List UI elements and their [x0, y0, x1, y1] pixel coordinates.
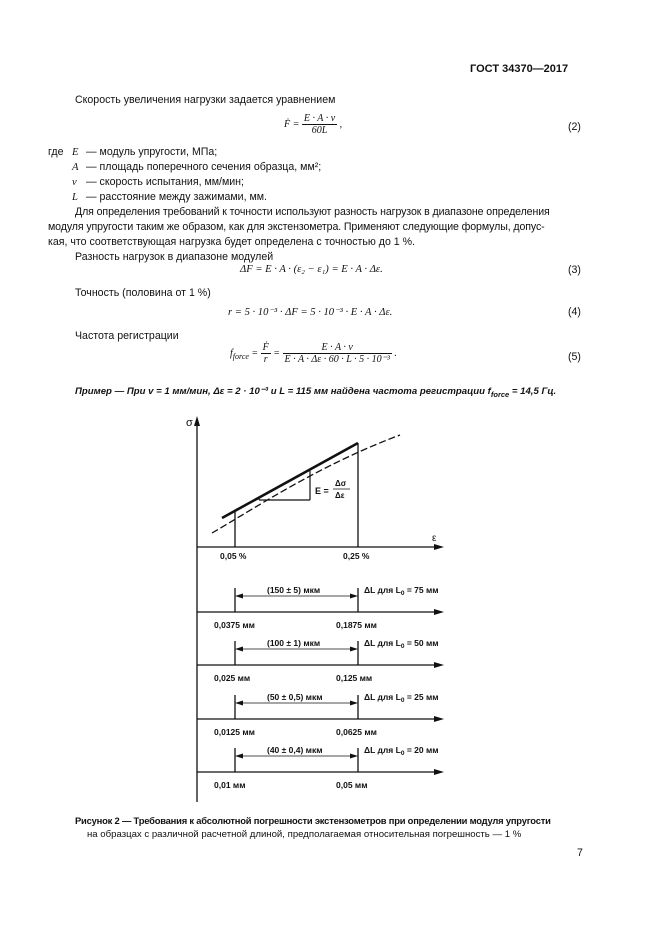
def-row-v [72, 175, 244, 190]
row-arrow-3 [434, 716, 444, 722]
def-text: — скорость испытания, мм/мин; [86, 176, 244, 188]
example-tail: = 14,5 Гц. [509, 386, 557, 397]
figure-caption-line-2: на образцах с различной расчетной длиной, предполагаемая относительная погрешность — 1 % [87, 829, 522, 840]
row-2-dim-arrow-left [235, 647, 243, 652]
row-4-delta-label: ΔL для $L_0 = 20$ мм [364, 745, 439, 757]
stress-strain-curve [212, 435, 400, 533]
figure-2 [0, 410, 661, 810]
row-1-delta-label: ΔL для $L_0 = 75$ мм [364, 585, 439, 597]
row-1-left-value: 0,0375 мм [214, 620, 255, 630]
eq5-f2-denominator: E · A · Δε · 60 · L · 5 · 10⁻³ [284, 354, 390, 365]
example-subscript: force [490, 389, 510, 399]
diff-intro: Разность нагрузок в диапазоне модулей [75, 251, 274, 263]
intro-text: Скорость увеличения нагрузки задается уравнением [75, 94, 336, 106]
eq5-f2-numerator: E · A · v [283, 342, 392, 354]
def-text: — площадь поперечного сечения образца, мм²; [86, 161, 322, 173]
paragraph-line-1: Для определения требований к точности используют разность нагрузок в диапазоне определения [75, 206, 550, 218]
tick-label-0-05: 0,05 % [220, 551, 247, 561]
def-symbol: v [72, 177, 77, 188]
frequency-intro: Частота регистрации [75, 330, 179, 342]
eq5-fraction-1 [261, 342, 271, 365]
figure-caption-line-1: Рисунок 2 — Требования к абсолютной погрешности экстензометров при определении модуля упругости [75, 815, 551, 826]
def-row-L [72, 190, 267, 205]
equation-5 [230, 342, 397, 365]
eq5-tail: . [394, 347, 397, 359]
def-text: — модуль упругости, МПа; [86, 146, 218, 158]
def-row-A [72, 160, 321, 175]
row-1-dim-arrow-left [235, 594, 243, 599]
sigma-label: σ [186, 417, 193, 429]
def-symbol: A [72, 162, 79, 173]
eq5-f1-numerator: Ḟ [262, 342, 269, 353]
row-2-delta-label: ΔL для $L_0 = 50$ мм [364, 638, 439, 650]
row-3-delta-label: ΔL для $L_0 = 25$ мм [364, 692, 439, 704]
eq2-fraction [302, 113, 337, 136]
eq5-equals-2: = [273, 347, 281, 359]
modulus-label: E = [315, 486, 329, 496]
def-row-E [72, 145, 217, 160]
page-number: 7 [577, 847, 583, 859]
eq5-lhs: f [230, 347, 233, 359]
accuracy-intro: Точность (половина от 1 %) [75, 287, 211, 299]
equation-4: r = 5 · 10⁻³ · ΔF = 5 · 10⁻³ · E · A · Δε. [228, 307, 393, 318]
equation-2 [284, 113, 342, 136]
def-text: — расстояние между зажимами, мм. [86, 191, 267, 203]
eq5-equals: = [251, 347, 259, 359]
row-1-right-value: 0,1875 мм [336, 620, 377, 630]
eq2-denominator: 60L [311, 125, 328, 136]
row-4-left-value: 0,01 мм [214, 780, 246, 790]
row-3-right-value: 0,0625 мм [336, 727, 377, 737]
row-1-dim-arrow-right [350, 594, 358, 599]
row-3-dim-arrow-left [235, 701, 243, 706]
row-4-range: (40 ± 0,4) мкм [267, 745, 323, 755]
tick-label-0-25: 0,25 % [343, 551, 370, 561]
row-2-left-value: 0,025 мм [214, 673, 251, 683]
eq5-lhs-subscript: force [232, 351, 249, 361]
row-arrow-2 [434, 662, 444, 668]
row-3-range: (50 ± 0,5) мкм [267, 692, 323, 702]
document-id: ГОСТ 34370—2017 [470, 63, 569, 75]
paragraph-line-3: кая, что соответствующая нагрузка будет определена с точностью до 1 %. [48, 236, 415, 248]
where-word: где [48, 146, 64, 158]
modulus-numerator: Δσ [335, 479, 347, 488]
eq5-f1-denominator: r [263, 354, 268, 365]
row-2-range: (100 ± 1) мкм [267, 638, 321, 648]
eq2-tail: , [339, 118, 343, 130]
equation-5-number: (5) [568, 351, 581, 363]
eq5-fraction-2 [283, 342, 392, 365]
row-3-dim-arrow-right [350, 701, 358, 706]
paragraph-line-2: модуля упругости таким же образом, как для экстензометра. Применяют следующие формулы, допус- [48, 221, 545, 233]
equation-2-number: (2) [568, 121, 581, 133]
row-arrow-1 [434, 609, 444, 615]
row-1-range: (150 ± 5) мкм [267, 585, 321, 595]
row-arrow-4 [434, 769, 444, 775]
equation-3-number: (3) [568, 264, 581, 276]
row-2-dim-arrow-right [350, 647, 358, 652]
modulus-denominator: Δε [335, 491, 345, 500]
row-4-dim-arrow-right [350, 754, 358, 759]
equation-3: ΔF = E · A · (ε₂ − ε₁) = E · A · Δε. [240, 264, 383, 275]
equation-4-number: (4) [568, 306, 581, 318]
epsilon-arrow [434, 544, 444, 550]
epsilon-label: ε [432, 533, 437, 544]
def-symbol: E [72, 147, 79, 158]
example-main: Пример — При v = 1 мм/мин, Δε = 2 · 10⁻³ и L = 115 мм найдена частота регистрации f [75, 386, 491, 397]
def-symbol: L [72, 192, 78, 203]
row-4-right-value: 0,05 мм [336, 780, 368, 790]
eq2-lhs: Ḟ = [284, 118, 300, 130]
sigma-arrow [194, 416, 200, 426]
row-2-right-value: 0,125 мм [336, 673, 373, 683]
row-4-dim-arrow-left [235, 754, 243, 759]
row-3-left-value: 0,0125 мм [214, 727, 255, 737]
eq2-numerator: E · A · v [303, 113, 336, 124]
example-text [75, 386, 556, 399]
